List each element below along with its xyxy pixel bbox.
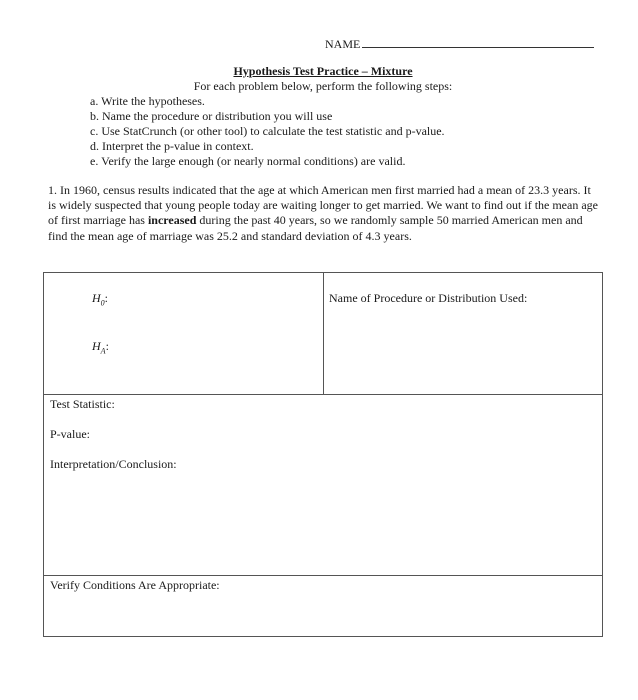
step-item: e. Verify the large enough (or nearly normal conditions) are valid. (90, 154, 406, 168)
step-item: c. Use StatCrunch (or other tool) to calculate the test statistic and p-value. (90, 124, 445, 138)
verify-conditions-label: Verify Conditions Are Appropriate: (50, 578, 220, 592)
procedure-label: Name of Procedure or Distribution Used: (329, 291, 528, 305)
hypotheses-box[interactable] (43, 272, 324, 395)
problem-emphasis: increased (147, 213, 197, 228)
alternative-hypothesis-label: $H_A$: (92, 339, 109, 356)
step-item: b. Name the procedure or distribution you will use (90, 109, 333, 123)
step-item: a. Write the hypotheses. (90, 94, 205, 108)
pvalue-label: P-value: (50, 427, 90, 441)
problem-text-after: during the past 40 years, so we randomly sample 50 married American men and find the mean age of marriage was 25.2 and standard deviation of 4.3 years. (48, 213, 583, 243)
name-label: NAME (325, 37, 361, 51)
problem-statement (48, 183, 598, 244)
steps-list (90, 94, 445, 169)
test-statistic-label: Test Statistic: (50, 397, 115, 411)
page-title: Hypothesis Test Practice – Mixture (233, 64, 413, 78)
null-hypothesis-label: $H_0$: (92, 291, 109, 308)
problem-text-before: 1. In 1960, census results indicated that the age at which American men first married had a mean of 23.3 years. It is widely suspected that young people today are waiting longer to get married. We want to find out if the mean age of first marriage has (48, 183, 598, 228)
results-box[interactable] (43, 394, 603, 576)
instructions-subtitle: For each problem below, perform the following steps: (193, 79, 453, 93)
name-blank-line[interactable] (362, 37, 594, 48)
name-field[interactable] (325, 37, 594, 52)
step-item: d. Interpret the p-value in context. (90, 139, 254, 153)
interpretation-label: Interpretation/Conclusion: (50, 457, 177, 471)
